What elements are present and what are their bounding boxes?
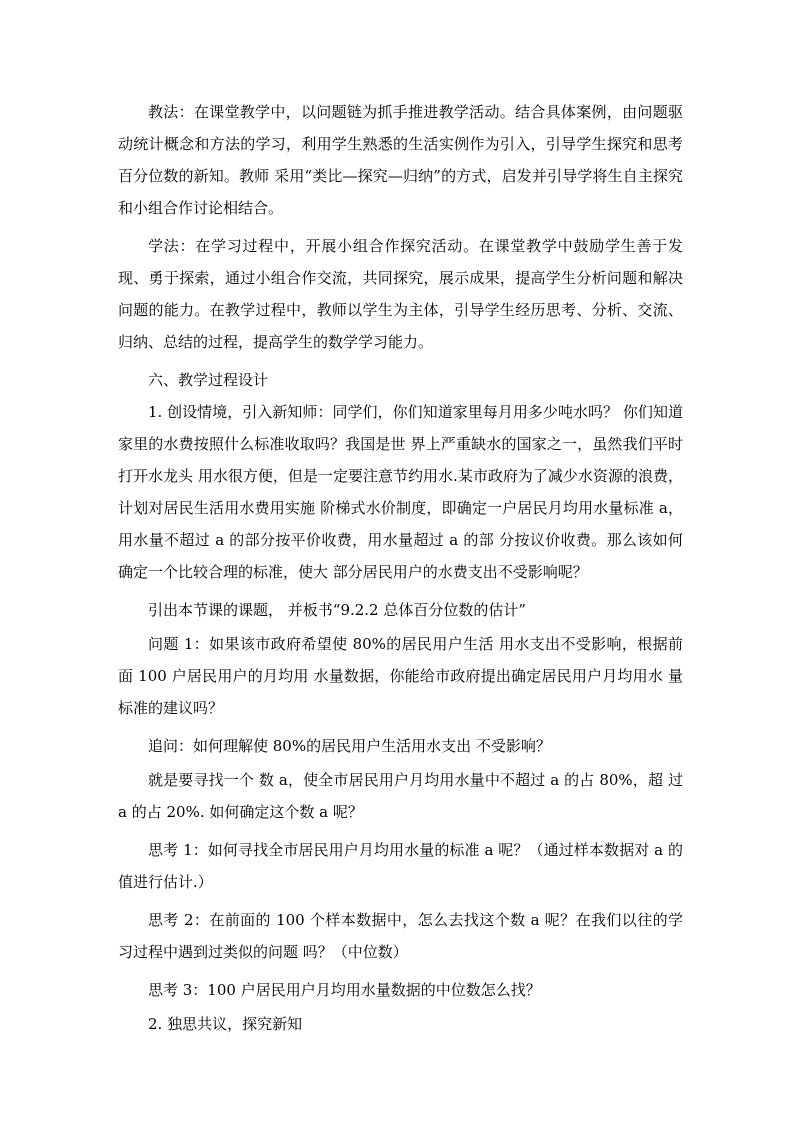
document-page	[118, 96, 683, 1042]
follow-up-paragraph: 追问：如何理解使 80%的居民用户生活用水支出 不受影响？	[148, 737, 551, 755]
lesson-title-paragraph: 引出本节课的课题， 并板书“9.2.2 总体百分位数的估计”	[148, 601, 527, 619]
learning-method-paragraph: 学法：在学习过程中，开展小组合作探究活动。在课堂教学中鼓励学生善于发现、勇于探索，通过小组合作交流，共同探究，展示成果，提高学生分析问题和解决问题的能力。在教学过程中，教师以学生为主体，引导学生经历思考、分析、交流、归纳、总结的过程，提高学生的数学学习能力。	[118, 237, 683, 351]
thinking-3-paragraph: 思考 3：100 户居民用户月均用水量数据的中位数怎么找？	[148, 981, 541, 999]
teaching-method-paragraph: 教法：在课堂教学中，以问题链为抓手推进教学活动。结合具体案例，由问题驱动统计概念和方法的学习，利用学生熟悉的生活实例作为引入，引导学生探究和思考百分位数的新知。教师 采用“类比—探究—归纳”的方式，启发并引导学将生自主探究和小组合作讨论相结合。	[118, 103, 683, 217]
question-1-paragraph: 问题 1：如果该市政府希望使 80%的居民用户生活 用水支出不受影响，根据前面 100 户居民用户的月均用 水量数据，你能给市政府提出确定居民用户月均用水 量标准的建议吗？	[118, 635, 683, 717]
subsection-heading: 2. 独思共议，探究新知	[148, 1015, 303, 1033]
thinking-2-paragraph: 思考 2：在前面的 100 个样本数据中，怎么去找这个数 a 呢？在我们以往的学习过程中遇到过类似的问题 吗？（中位数）	[118, 911, 683, 961]
scenario-paragraph: 1. 创设情境，引入新知师：同学们，你们知道家里每月用多少吨水吗？ 你们知道家里的水费按照什么标准收取吗？我国是世 界上严重缺水的国家之一，虽然我们平时打开水龙头 用水很方便，但是一定要注意节约用水.某市政府为了减少水资源的浪费，计划对居民生活用水费用实施 阶梯式水价制度，即确定一户居民月均用水量标准 a，用水量不超过 a 的部分按平价收费，用水量超过 a 的部 分按议价收费。那么该如何确定一个比较合理的标准，使大 部分居民用户的水费支出不受影响呢？	[118, 403, 683, 581]
thinking-1-paragraph: 思考 1：如何寻找全市居民用户月均用水量的标准 a 呢？（通过样本数据对 a 的值进行估计.）	[118, 841, 683, 891]
answer-paragraph: 就是要寻找一个 数 a，使全市居民用户月均用水量中不超过 a 的占 80%，超 过 a 的占 20%. 如何确定这个数 a 呢？	[118, 771, 683, 821]
section-heading: 六、教学过程设计	[148, 371, 269, 389]
